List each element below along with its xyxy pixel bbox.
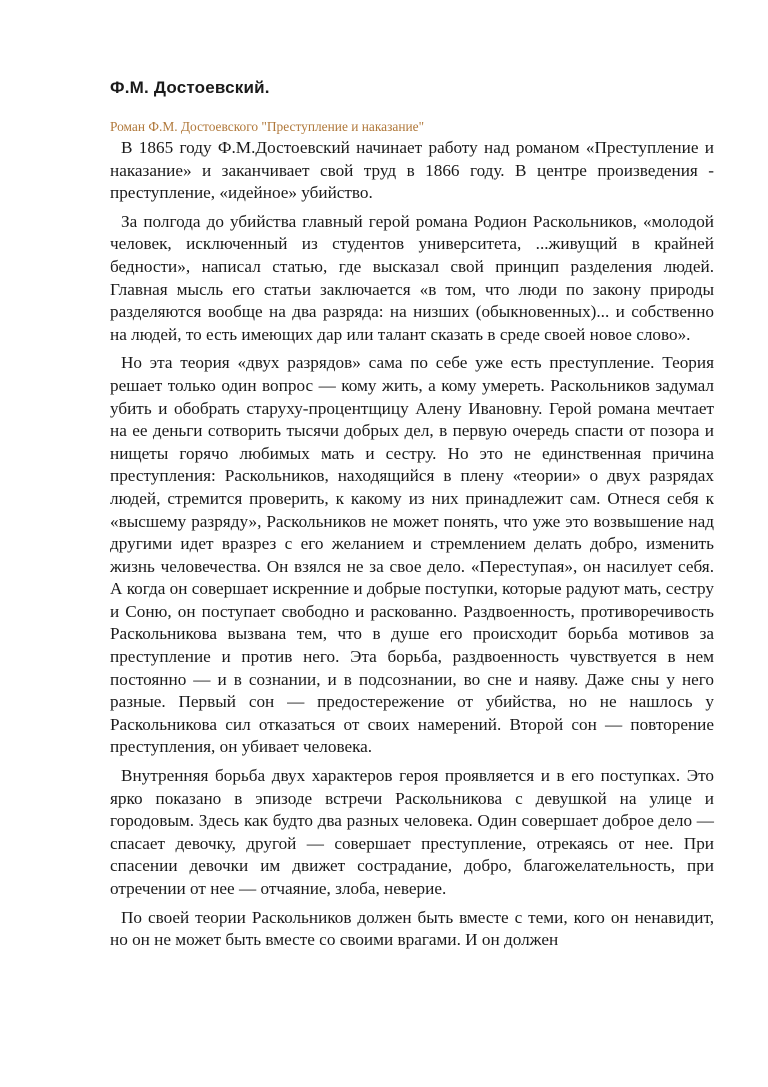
document-subtitle: Роман Ф.М. Достоевского "Преступление и наказание" xyxy=(110,119,425,134)
paragraph-3: Но эта теория «двух разрядов» сама по себе уже есть преступление. Теория решает только один вопрос — кому жить, а кому умереть. Раскольников задумал убить и обобрать старуху-процентщицу Алену Ивановну. Герой романа мечтает на ее деньги сотворить тысячи добрых дел, в первую очередь спасти от позора и нищеты горячо любимых мать и сестру. Но это не единственная причина преступления: Раскольников, находящийся в плену «теории» о двух разрядах людей, стремится проверить, к какому из них принадлежит сам. Отнеся себя к «высшему разряду», Раскольников не может понять, что уже это возвышение над другими идет вразрез с его желанием и стремлением делать добро, изменить жизнь человечества. Он взялся не за свое дело. «Переступая», он насилует себя. А когда он совершает искренние и добрые поступки, которые радуют мать, сестру и Соню, он поступает свободно и раскованно. Раздвоенность, противоречивость Раскольникова вызвана тем, что в душе его происходит борьба мотивов за преступление и против него. Эта борьба, раздвоенность чувствуется в нем постоянно — и в сознании, и в подсознании, во сне и наяву. Даже сны у него разные. Первый сон — предостережение от убийства, но не нашлось у Раскольникова сил отказаться от своих намерений. Второй сон — повторение преступления, он убивает человека. xyxy=(110,353,714,757)
paragraph-4: Внутренняя борьба двух характеров героя проявляется и в его поступках. Это ярко показано в эпизоде встречи Раскольникова с девушкой на улице и городовым. Здесь как будто два разных человека. Один совершает доброе дело — спасает девочку, другой — совершает преступление, отрекаясь от нее. При спасении девочки им движет сострадание, добро, благожелательность, при отречении от нее — отчаяние, злоба, неверие. xyxy=(110,766,714,898)
paragraph-2: За полгода до убийства главный герой романа Родион Раскольников, «молодой человек, исключенный из студентов университета, ...живущий в крайней бедности», написал статью, где высказал свой принцип разделения людей. Главная мысль его статьи заключается «в том, что люди по закону природы разделяются вообще на два разряда: на низших (обыкновенных)... и собственно на людей, то есть имеющих дар или талант сказать в среде своей новое слово». xyxy=(110,211,714,344)
paragraph-5: По своей теории Раскольников должен быть вместе с теми, кого он ненавидит, но он не может быть вместе со своими врагами. И он должен xyxy=(110,907,714,950)
paragraph-1: В 1865 году Ф.М.Достоевский начинает работу над романом «Преступление и наказание» и заканчивает свой труд в 1866 году. В центре произведения - преступление, «идейное» убийство. xyxy=(110,138,714,203)
page-title: Ф.М. Достоевский. xyxy=(110,78,270,97)
